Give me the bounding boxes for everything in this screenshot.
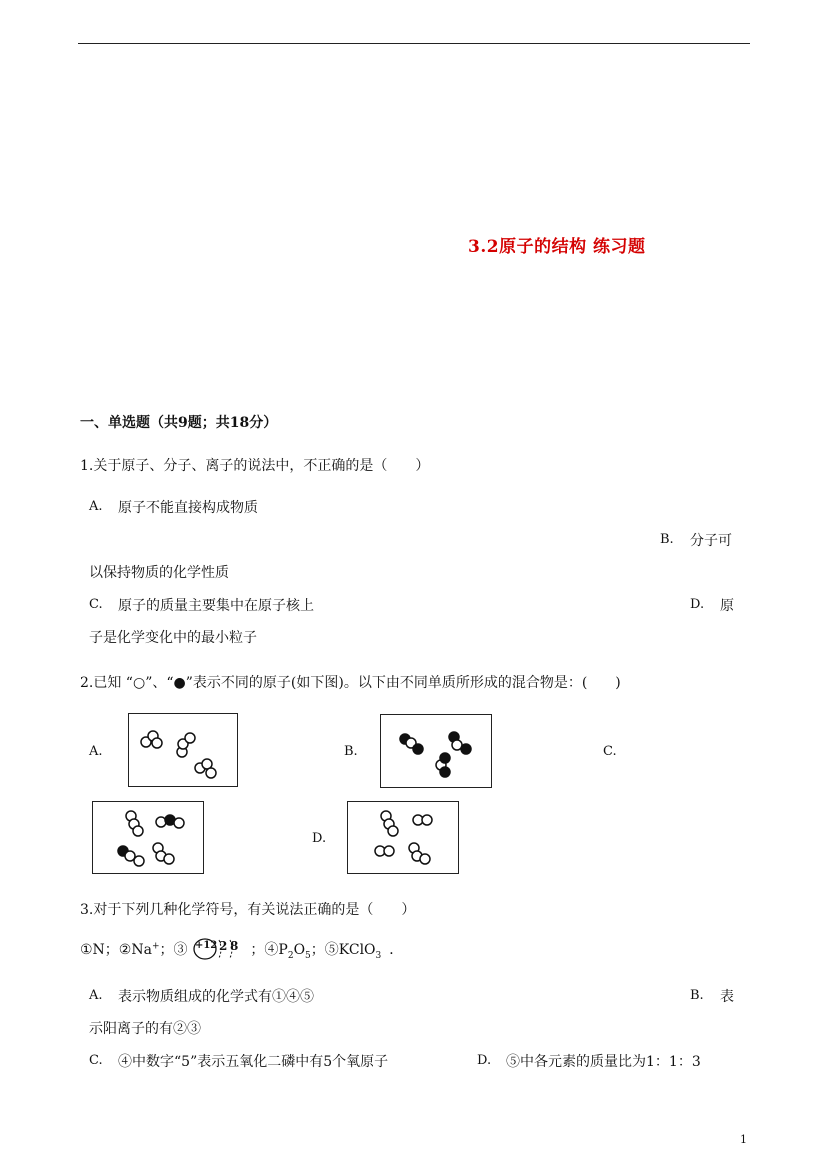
p-subscript: 2 [287, 950, 294, 961]
q3-stem: 3.对于下列几种化学符号，有关说法正确的是（ ） [80, 902, 416, 918]
electron-shell-2: 8 [229, 939, 239, 953]
q2-stem-part1: 2.已知 “ [80, 675, 133, 691]
q3-symbol-kclo: ；⑤KClO [310, 942, 376, 958]
q3-symbol-p: ；④P [250, 942, 288, 958]
o-subscript: 5 [305, 950, 311, 961]
q3-option-d-label: D. [477, 1053, 492, 1068]
q3-option-c-label: C. [89, 1053, 103, 1068]
q1-option-d-text-cont: 子是化学变化中的最小粒子 [89, 630, 257, 646]
q1-option-a-label: A. [89, 499, 103, 514]
q3-option-b-text: 表 [720, 989, 734, 1005]
q1-option-b-label: B. [660, 532, 674, 547]
na-charge: + [151, 941, 160, 952]
page-title: 3.2原子的结构 练习题 [468, 237, 646, 257]
electron-shell-1: 2 [218, 939, 228, 953]
q2-option-a-label: A. [89, 744, 103, 759]
q2-option-c-diagram [92, 801, 204, 874]
q1-option-d-label: D. [690, 597, 705, 612]
q3-symbol-o: O [293, 942, 306, 958]
q2-option-c-label: C. [603, 744, 617, 759]
q1-option-c-label: C. [89, 597, 103, 612]
q3-symbol-sep: ；③ [159, 942, 188, 958]
q3-option-b-label: B. [690, 988, 704, 1003]
q1-stem: 1.关于原子、分子、离子的说法中，不正确的是（ ） [80, 458, 430, 474]
atomic-structure-diagram [192, 937, 246, 959]
q2-option-b-label: B. [344, 744, 358, 759]
q3-option-a-text: 表示物质组成的化学式有①④⑤ [118, 989, 314, 1005]
q1-option-b-text-cont: 以保持物质的化学性质 [89, 565, 229, 581]
q2-option-d-label: D. [312, 831, 327, 846]
q3-option-c-text: ④中数字“5”表示五氧化二磷中有5个氧原子 [118, 1054, 389, 1070]
q3-option-b-text-cont: 示阳离子的有②③ [89, 1021, 201, 1037]
page-number: 1 [740, 1133, 747, 1146]
q3-symbol-end: ． [389, 942, 404, 958]
header-rule [78, 43, 750, 44]
q2-option-d-diagram [347, 801, 459, 874]
q1-option-c-text: 原子的质量主要集中在原子核上 [118, 598, 314, 614]
section-heading: 一、单选题（共9题；共18分） [80, 415, 278, 431]
q2-option-a-diagram [128, 713, 238, 787]
kclo-subscript: 3 [375, 950, 382, 961]
white-atom-symbol: ○ [132, 675, 146, 691]
q3-option-a-label: A. [89, 988, 103, 1003]
black-atom-symbol: ● [173, 675, 186, 691]
q2-option-b-diagram [380, 714, 492, 788]
q1-option-d-text: 原 [720, 598, 734, 614]
q2-stem-part3: ”表示不同的原子(如下图)。以下由不同单质所形成的混合物是：( ) [185, 675, 621, 691]
q3-symbols-line [80, 937, 403, 963]
q3-symbol-n-na: ①N；②Na [80, 942, 152, 958]
q1-option-a-text: 原子不能直接构成物质 [118, 500, 258, 516]
nucleus-charge: +12 [194, 940, 218, 951]
q3-option-d-text: ⑤中各元素的质量比为1：1：3 [506, 1054, 701, 1070]
q2-stem-part2: ”、“ [145, 675, 174, 691]
q1-option-b-text: 分子可 [690, 533, 732, 549]
q2-stem [80, 672, 621, 692]
